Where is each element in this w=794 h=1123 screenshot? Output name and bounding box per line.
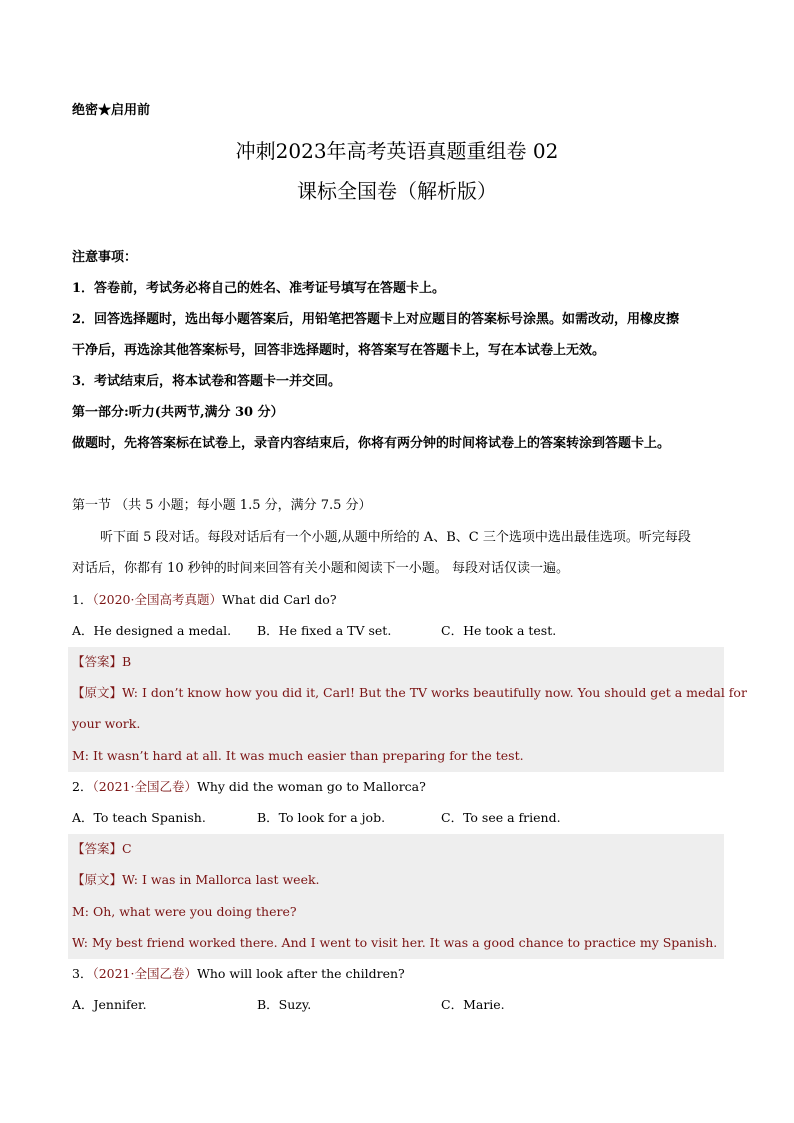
answer-label: 【答案】 [72,841,123,856]
question-text: Why did the woman go to Mallorca? [197,779,426,794]
transcript-label: 【原文】 [72,685,123,700]
transcript-text: M: It wasn’t hard at all. It was much easier than preparing for the test. [72,748,524,763]
option-c: C．He took a test. [441,623,557,638]
notice-heading: 注意事项： [72,250,138,265]
answer-value: C [122,841,132,856]
question-text: What did Carl do? [222,592,337,607]
transcript-line [72,874,320,887]
transcript-text: W: My best friend worked there. And I went to visit her. It was a good chance to practice my Spanish. [72,935,718,950]
option-c: C．Marie. [441,997,505,1012]
page-subtitle: 课标全国卷（解析版） [297,179,497,203]
option-a: A．Jennifer. [72,997,147,1012]
question-number: 2． [72,779,93,794]
question-source: （2020·全国高考真题） [92,592,222,607]
page-title: 冲刺2023年高考英语真题重组卷 02 [235,139,559,163]
question-3 [72,968,405,981]
answer-value: B [122,654,132,669]
question-source: （2021·全国乙卷） [92,779,197,794]
question-source: （2021·全国乙卷） [92,966,197,981]
transcript-line [72,687,747,700]
question-number: 3． [72,966,93,981]
question-number: 1． [72,592,93,607]
option-a: A．He designed a medal. [72,623,232,638]
transcript-text: W: I don’t know how you did it, Carl! But the TV works beautifully now. You should get a medal for [122,685,747,700]
notice-item-2-line-1: 2．回答选择题时，选出每小题答案后，用铅笔把答题卡上对应题目的答案标号涂黑。如需改动，用橡皮擦 [72,312,680,327]
notice-item-2-line-2: 干净后，再选涂其他答案标号，回答非选择题时，将答案写在答题卡上，写在本试卷上无效。 [72,343,606,358]
option-b: B．He fixed a TV set. [257,623,392,638]
notice-item-1: 1．答卷前，考试务必将自己的姓名、准考证号填写在答题卡上。 [72,281,446,296]
option-b: B．Suzy. [257,997,312,1012]
notice-item-3: 3．考试结束后，将本试卷和答题卡一并交回。 [72,374,342,389]
transcript-text: M: Oh, what were you doing there? [72,904,297,919]
transcript-label: 【原文】 [72,872,123,887]
option-c: C．To see a friend. [441,810,561,825]
section1-heading: 第一节 （共 5 小题；每小题 1.5 分，满分 7.5 分） [72,498,372,513]
question-2 [72,781,426,794]
transcript-text: your work. [72,716,141,731]
answer-label: 【答案】 [72,654,123,669]
transcript-text: W: I was in Mallorca last week. [122,872,320,887]
answer-line [72,656,131,669]
option-a: A．To teach Spanish. [72,810,206,825]
section1-intro-line-2: 对话后，你都有 10 秒钟的时间来回答有关小题和阅读下一小题。 每段对话仅读一遍。 [72,561,569,576]
question-text: Who will look after the children? [197,966,405,981]
question-1 [72,594,337,607]
part1-heading: 第一部分:听力(共两节,满分 30 分） [72,405,284,420]
part1-instruction: 做题时，先将答案标在试卷上，录音内容结束后，你将有两分钟的时间将试卷上的答案转涂到答题卡上。 [72,436,671,451]
secret-label: 绝密★启用前 [72,103,151,118]
option-b: B．To look for a job. [257,810,386,825]
section1-intro-line-1: 听下面 5 段对话。每段对话后有一个小题,从题中所给的 A、B、C 三个选项中选出最佳选项。听完每段 [100,530,691,545]
answer-line [72,843,132,856]
